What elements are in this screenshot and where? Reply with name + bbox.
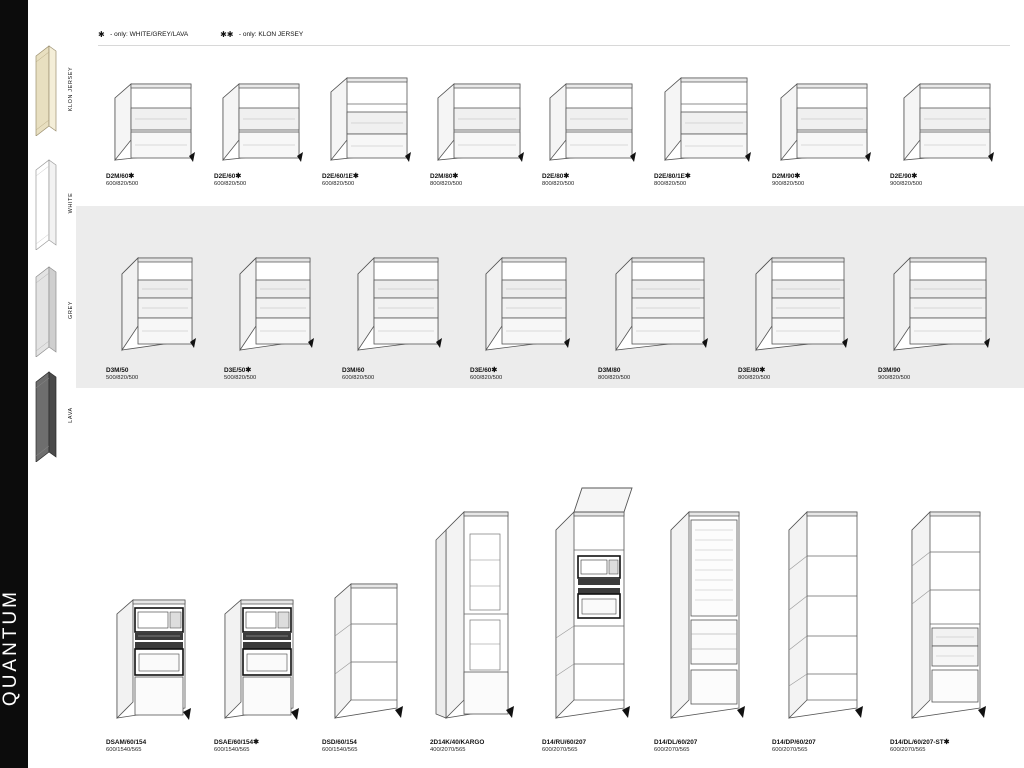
product-drawing-d2e80 xyxy=(534,46,646,164)
product-marks: ✱ xyxy=(245,366,252,374)
product-cell[interactable] xyxy=(764,430,882,760)
product-drawing-d2e90 xyxy=(882,46,1010,164)
board-sample-klon-jersey xyxy=(33,42,59,136)
product-dims: 600/1540/565 xyxy=(214,747,250,754)
product-code: D2E/90 xyxy=(890,172,912,180)
product-drawing-d2e60 xyxy=(206,46,314,164)
product-drawing-d2e601e xyxy=(314,46,422,164)
product-drawing-d3m80 xyxy=(590,206,730,356)
product-code: D3M/80 xyxy=(598,366,621,374)
product-drawing-d3e50 xyxy=(216,206,334,356)
product-cell[interactable] xyxy=(98,206,216,388)
brand-name: QUANTUM xyxy=(0,588,21,706)
product-code: DSD/60/154 xyxy=(322,738,357,746)
product-drawing-d3e80 xyxy=(730,206,870,356)
left-black-rail xyxy=(0,0,28,768)
product-caption xyxy=(772,738,816,755)
finish-label-lava: LAVA xyxy=(68,407,74,423)
product-caption xyxy=(106,366,138,383)
product-drawing-dsam60154 xyxy=(98,430,206,726)
product-caption xyxy=(890,738,950,755)
product-code: D2E/60 xyxy=(214,172,236,180)
legend-marks-1: ✱ xyxy=(98,30,105,39)
product-dims: 900/820/500 xyxy=(890,181,923,188)
legend-marks-2: ✱✱ xyxy=(220,30,234,39)
product-caption xyxy=(772,172,804,189)
product-marks: ✱ xyxy=(759,366,766,374)
product-caption xyxy=(214,172,246,189)
product-code: D3M/50 xyxy=(106,366,129,374)
product-cell[interactable] xyxy=(98,430,206,760)
product-cell[interactable] xyxy=(646,46,764,194)
legend-text-1: - only: WHITE/GREY/LAVA xyxy=(110,31,189,38)
product-dims: 600/820/500 xyxy=(470,375,503,382)
product-dims: 600/1540/565 xyxy=(106,747,142,754)
product-code: D2E/80 xyxy=(542,172,564,180)
product-cell[interactable] xyxy=(422,46,534,194)
product-marks: ✱ xyxy=(911,172,918,180)
product-code: D3M/60 xyxy=(342,366,365,374)
legend-item-2 xyxy=(220,30,303,39)
product-cell[interactable] xyxy=(206,46,314,194)
product-code: D14/DP/60/207 xyxy=(772,738,816,746)
product-caption xyxy=(878,366,910,383)
product-dims: 800/820/500 xyxy=(738,375,771,382)
finish-swatch-column xyxy=(28,0,76,768)
product-code: D3E/80 xyxy=(738,366,760,374)
product-drawing-d2e801e xyxy=(646,46,764,164)
product-caption xyxy=(214,738,259,755)
product-marks: ✱ xyxy=(253,738,259,746)
product-code: 2D14K/40/KARGO xyxy=(430,738,485,746)
product-caption xyxy=(654,172,691,189)
product-drawing-dsae60154 xyxy=(206,430,314,726)
product-cell[interactable] xyxy=(534,46,646,194)
finish-label-white: WHITE xyxy=(68,192,74,214)
product-marks: ✱ xyxy=(491,366,498,374)
legend-item-1 xyxy=(98,30,188,39)
row-3-drawer-base xyxy=(76,206,1024,388)
product-marks: ✱ xyxy=(352,172,359,180)
product-cell[interactable] xyxy=(882,46,1010,194)
product-drawing-d3m50 xyxy=(98,206,216,356)
product-code: D2E/60/1E xyxy=(322,172,353,180)
finish-label-klon-jersey: KLON JERSEY xyxy=(68,66,74,112)
product-caption xyxy=(542,172,574,189)
product-caption xyxy=(890,172,922,189)
product-dims: 600/2070/565 xyxy=(654,747,690,754)
product-dims: 500/820/500 xyxy=(106,375,139,382)
product-caption xyxy=(598,366,630,383)
product-code: D2E/80/1E xyxy=(654,172,685,180)
product-drawing-d14dl60207 xyxy=(646,430,764,726)
product-cell[interactable] xyxy=(206,430,314,760)
product-code: DSAM/60/154 xyxy=(106,738,147,746)
product-dims: 900/820/500 xyxy=(772,181,805,188)
row-2-drawer-base xyxy=(76,46,1024,194)
product-caption xyxy=(430,172,462,189)
product-marks: ✱ xyxy=(452,172,459,180)
product-dims: 600/820/500 xyxy=(106,181,139,188)
product-drawing-d14ru60207 xyxy=(534,430,646,726)
product-cell[interactable] xyxy=(98,46,206,194)
product-code: D14/DL/60/207 xyxy=(654,738,698,746)
product-marks: ✱ xyxy=(563,172,570,180)
finish-swatch-klon-jersey[interactable] xyxy=(28,34,76,144)
product-cell[interactable] xyxy=(870,206,1010,388)
product-cell[interactable] xyxy=(216,206,334,388)
product-cell[interactable] xyxy=(590,206,730,388)
product-marks: ✱ xyxy=(684,172,691,180)
finish-swatch-grey[interactable] xyxy=(28,255,76,365)
product-dims: 800/820/500 xyxy=(598,375,631,382)
product-cell[interactable] xyxy=(422,430,534,760)
product-drawing-d3m90 xyxy=(870,206,1010,356)
product-caption xyxy=(342,366,374,383)
product-cell[interactable] xyxy=(314,430,422,760)
product-dims: 800/820/500 xyxy=(654,181,687,188)
product-dims: 800/820/500 xyxy=(542,181,575,188)
product-marks: ✱ xyxy=(128,172,135,180)
product-drawing-d14dp60207 xyxy=(764,430,882,726)
finish-swatch-lava[interactable] xyxy=(28,360,76,470)
product-drawing-d3m60 xyxy=(334,206,462,356)
catalogue-page xyxy=(76,0,1024,768)
product-dims: 600/2070/565 xyxy=(542,747,578,754)
product-code: D3E/60 xyxy=(470,366,492,374)
product-dims: 900/820/500 xyxy=(878,375,911,382)
product-caption xyxy=(738,366,770,383)
product-marks: ✱ xyxy=(235,172,242,180)
product-code: D2M/60 xyxy=(106,172,129,180)
product-caption xyxy=(106,172,138,189)
product-cell[interactable] xyxy=(646,430,764,760)
product-cell[interactable] xyxy=(462,206,590,388)
product-code: D2M/80 xyxy=(430,172,453,180)
product-drawing-dsd60154 xyxy=(314,430,422,726)
product-dims: 600/2070/565 xyxy=(772,747,808,754)
product-marks: ✱ xyxy=(943,738,950,746)
product-caption xyxy=(322,738,357,755)
finish-swatch-white[interactable] xyxy=(28,148,76,258)
product-drawing-d2m90 xyxy=(764,46,882,164)
product-caption xyxy=(542,738,586,755)
product-dims: 600/2070/565 xyxy=(890,747,926,754)
board-sample-white xyxy=(33,156,59,250)
board-sample-grey xyxy=(33,263,59,357)
product-caption xyxy=(430,738,484,755)
product-code: D14/RU/60/207 xyxy=(542,738,587,746)
product-cell[interactable] xyxy=(534,430,646,760)
product-cell[interactable] xyxy=(314,46,422,194)
product-dims: 400/2070/565 xyxy=(430,747,466,754)
product-drawing-d14dl60207st xyxy=(882,430,1010,726)
product-code: D3M/90 xyxy=(878,366,901,374)
row-tall-units xyxy=(76,430,1024,760)
product-drawing-2d14k40kargo xyxy=(422,430,534,726)
product-dims: 600/820/500 xyxy=(342,375,375,382)
product-dims: 800/820/500 xyxy=(430,181,463,188)
product-drawing-d2m60 xyxy=(98,46,206,164)
product-cell[interactable] xyxy=(764,46,882,194)
product-caption xyxy=(322,172,359,189)
product-dims: 600/820/500 xyxy=(322,181,355,188)
product-cell[interactable] xyxy=(334,206,462,388)
product-dims: 600/1540/565 xyxy=(322,747,358,754)
product-code: D2M/90 xyxy=(772,172,795,180)
product-marks: ✱ xyxy=(794,172,801,180)
product-drawing-d3e60 xyxy=(462,206,590,356)
legend-text-2: - only: KLON JERSEY xyxy=(238,31,304,38)
product-code: D3E/50 xyxy=(224,366,246,374)
product-caption xyxy=(470,366,502,383)
product-caption xyxy=(654,738,697,755)
product-caption xyxy=(106,738,146,755)
product-code: DSAE/60/154 xyxy=(214,738,254,746)
product-caption xyxy=(224,366,256,383)
finish-label-grey: GREY xyxy=(68,301,74,319)
product-code: D14/DL/60/207-ST xyxy=(890,738,944,746)
product-cell[interactable] xyxy=(882,430,1010,760)
product-drawing-d2m80 xyxy=(422,46,534,164)
product-dims: 600/820/500 xyxy=(214,181,247,188)
legend xyxy=(98,30,618,44)
product-cell[interactable] xyxy=(730,206,870,388)
board-sample-lava xyxy=(33,368,59,462)
product-dims: 500/820/500 xyxy=(224,375,257,382)
